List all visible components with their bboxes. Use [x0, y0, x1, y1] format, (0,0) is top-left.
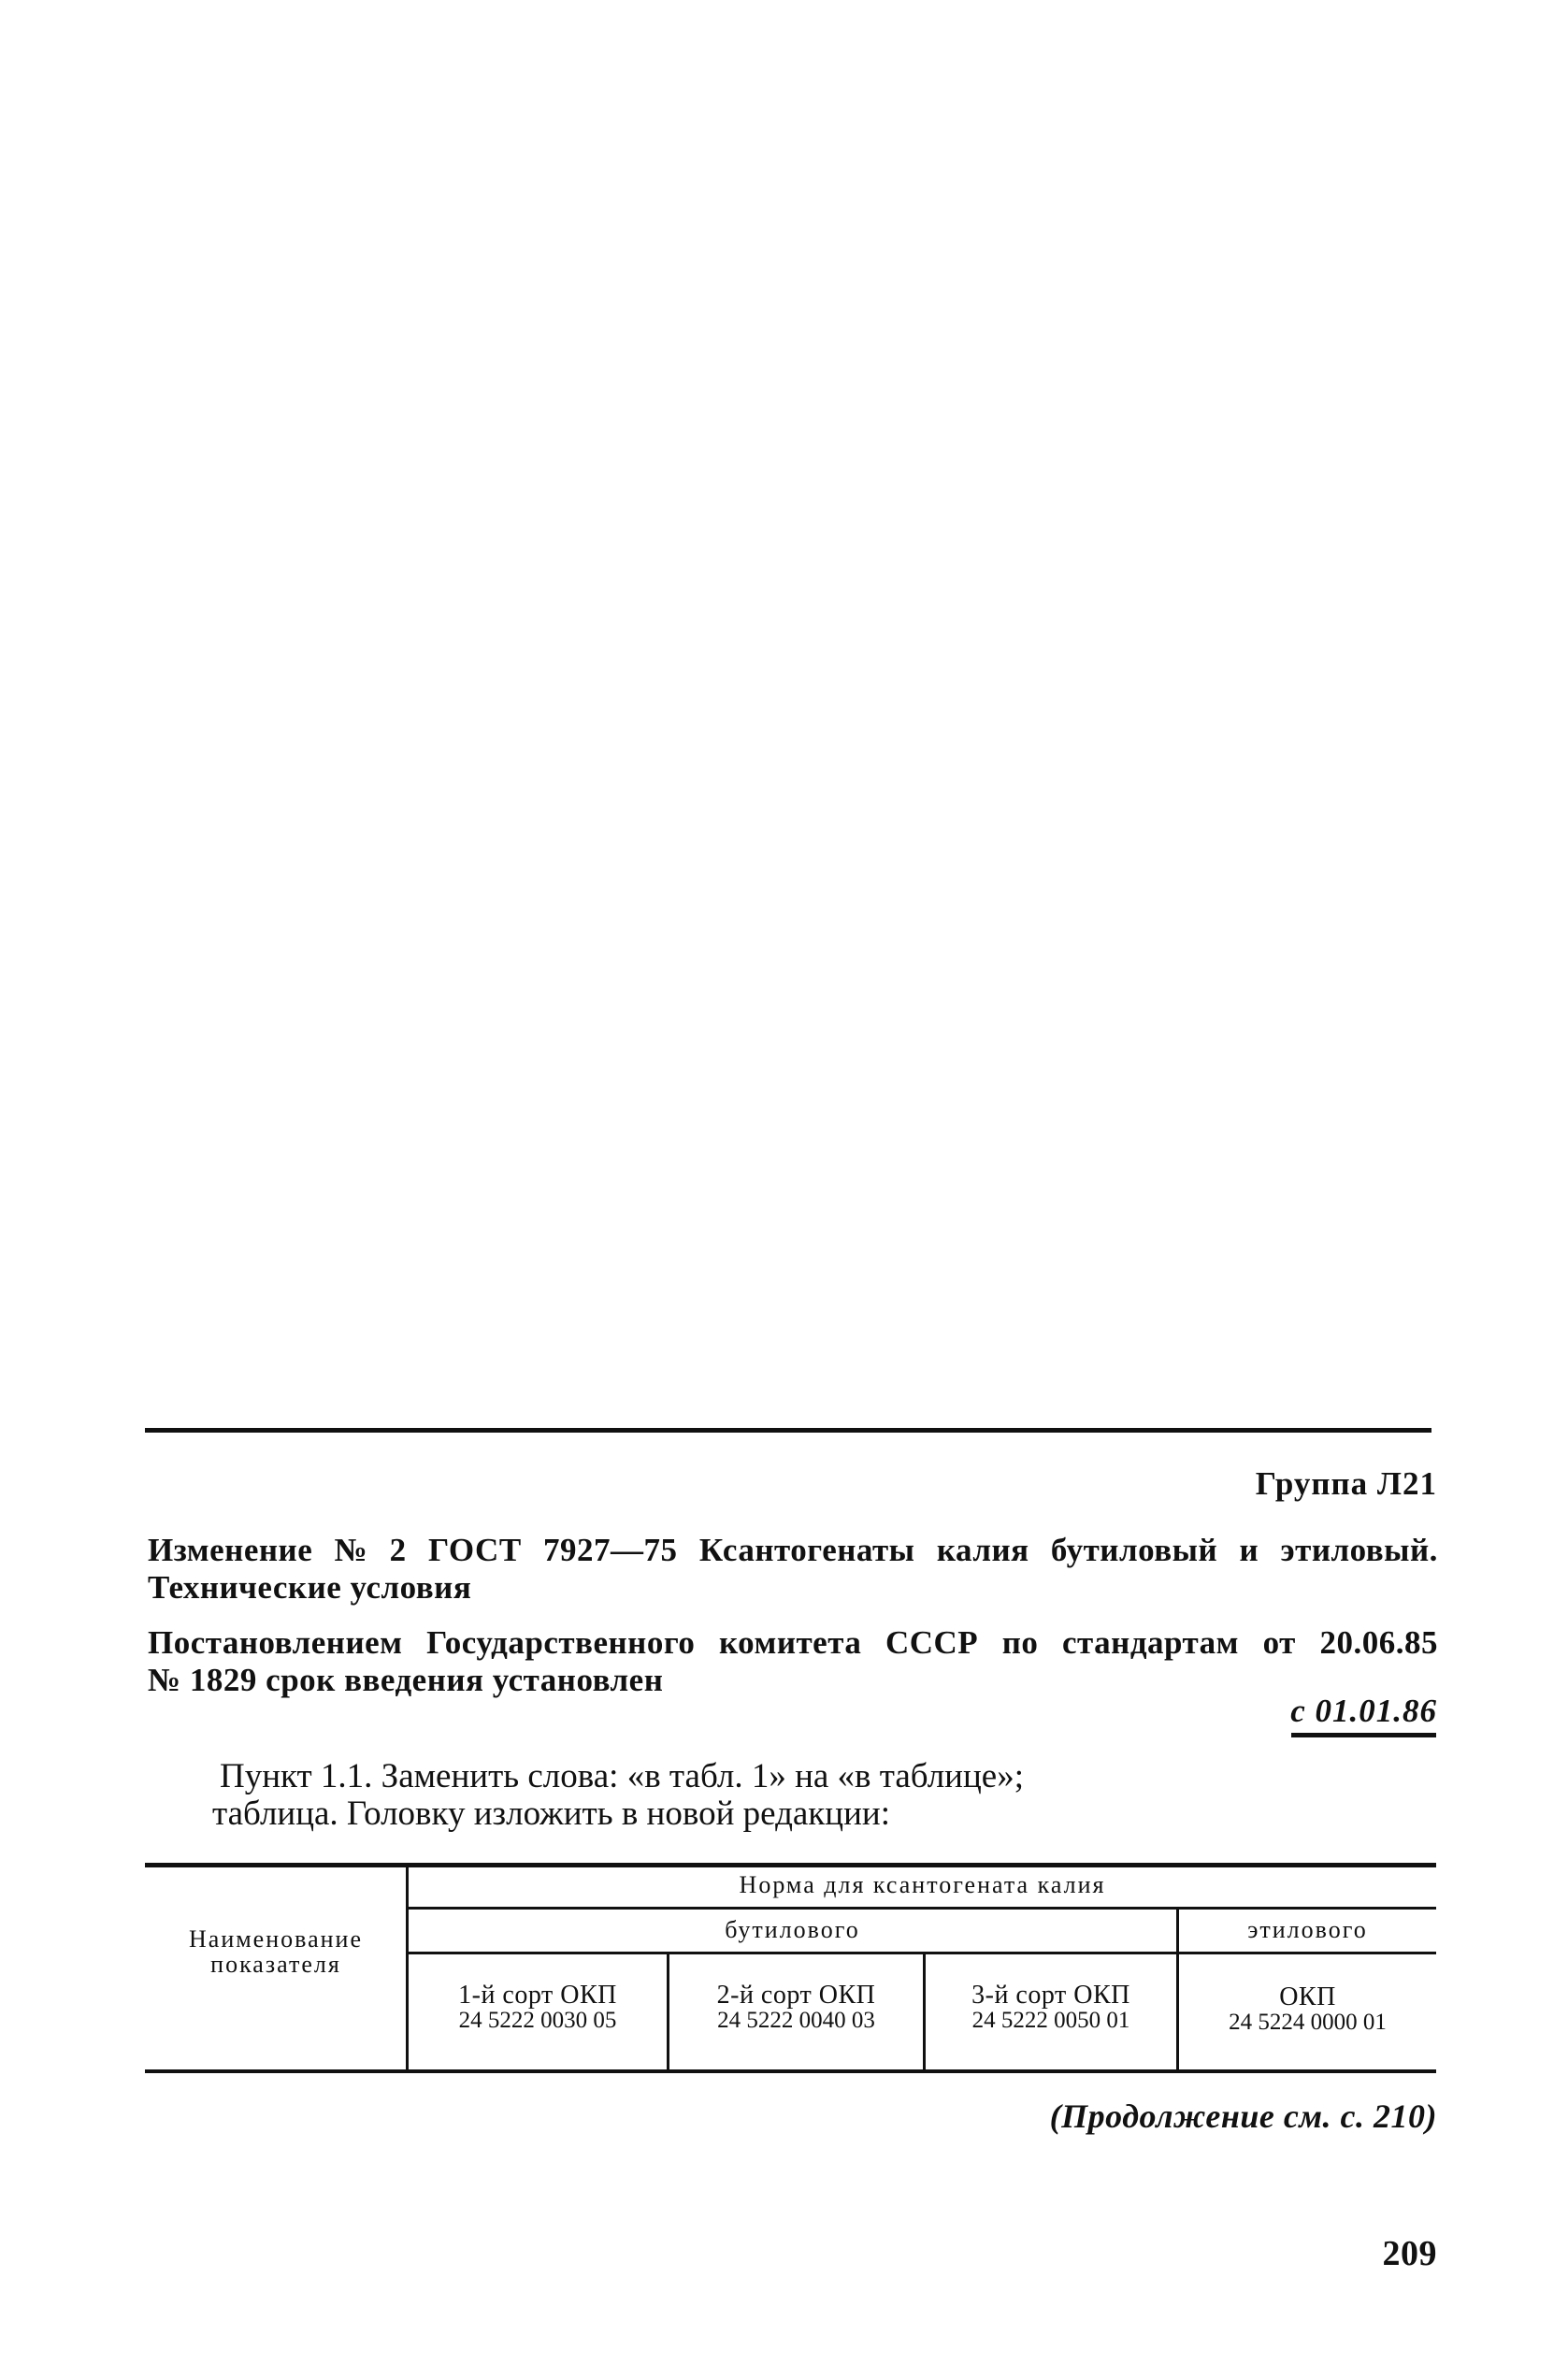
change-word: Изменение	[148, 1532, 313, 1568]
grade2-column-header	[669, 1982, 923, 2033]
decree-word: комитета	[718, 1624, 862, 1661]
decree-word: стандартам	[1062, 1624, 1240, 1661]
grade1-label: 1-й сорт ОКП	[458, 1981, 617, 2010]
paragraph-line2: таблица. Головку изложить в новой редакции:	[212, 1795, 890, 1833]
change-word: №	[334, 1532, 368, 1568]
row-header-line1: Наименование	[189, 1925, 363, 1953]
change-word: ГОСТ	[428, 1532, 522, 1568]
grade3-code: 24 5222 0050 01	[971, 2008, 1130, 2033]
decree-word: от	[1262, 1624, 1296, 1661]
change-word: 2	[389, 1532, 407, 1568]
group-label: Группа Л21	[1255, 1465, 1437, 1502]
grade1-column-header	[409, 1982, 667, 2033]
grade2-label: 2-й сорт ОКП	[716, 1981, 876, 2010]
row-header-cell	[150, 1926, 402, 1977]
ethyl-code: 24 5224 0000 01	[1229, 2010, 1387, 2035]
butyl-header: бутилового	[725, 1916, 860, 1943]
page-number: 209	[1382, 2234, 1437, 2273]
table-bottom-rule	[145, 2069, 1436, 2073]
decree-line2: № 1829 срок введения установлен	[148, 1662, 664, 1698]
continued-note: (Продолжение см. с. 210)	[1049, 2097, 1437, 2135]
change-title-line1	[148, 1532, 1438, 1569]
paragraph-line1: Пункт 1.1. Заменить слова: «в табл. 1» на «в таблице»;	[220, 1757, 1024, 1795]
top-rule	[145, 1428, 1431, 1433]
decree-word: по	[1001, 1624, 1039, 1661]
grade3-label: 3-й сорт ОКП	[971, 1981, 1130, 2010]
amendment-paragraph	[212, 1757, 1398, 1833]
decree-line1	[148, 1624, 1438, 1662]
decree-text	[148, 1624, 1438, 1699]
change-word: бутиловый	[1050, 1532, 1218, 1568]
ethyl-label: ОКП	[1279, 1982, 1336, 2011]
change-word: калия	[936, 1532, 1029, 1568]
effective-date: с 01.01.86	[1290, 1693, 1437, 1729]
ethyl-header: этилового	[1247, 1916, 1368, 1943]
decree-word: СССР	[885, 1624, 979, 1661]
grade3-column-header	[926, 1982, 1176, 2033]
row-header-line2: показателя	[210, 1951, 341, 1978]
decree-word: Постановлением	[148, 1624, 403, 1661]
change-word: и	[1239, 1532, 1259, 1568]
change-title-line2: Технические условия	[148, 1569, 472, 1606]
change-word: этиловый.	[1280, 1532, 1438, 1568]
table-top-rule	[145, 1863, 1436, 1867]
change-title	[148, 1532, 1438, 1607]
table-rule-under-norm	[409, 1907, 1436, 1910]
decree-word: 20.06.85	[1319, 1624, 1438, 1661]
decree-word: Государственного	[426, 1624, 696, 1661]
effective-date-underline	[1291, 1733, 1436, 1737]
grade2-code: 24 5222 0040 03	[717, 2008, 875, 2033]
change-word: 7927—75	[543, 1532, 678, 1568]
change-word: Ксантогенаты	[698, 1532, 915, 1568]
ethyl-column-header	[1179, 1984, 1436, 2035]
grade1-code: 24 5222 0030 05	[458, 2008, 617, 2033]
norm-header: Норма для ксантогената калия	[739, 1871, 1106, 1898]
